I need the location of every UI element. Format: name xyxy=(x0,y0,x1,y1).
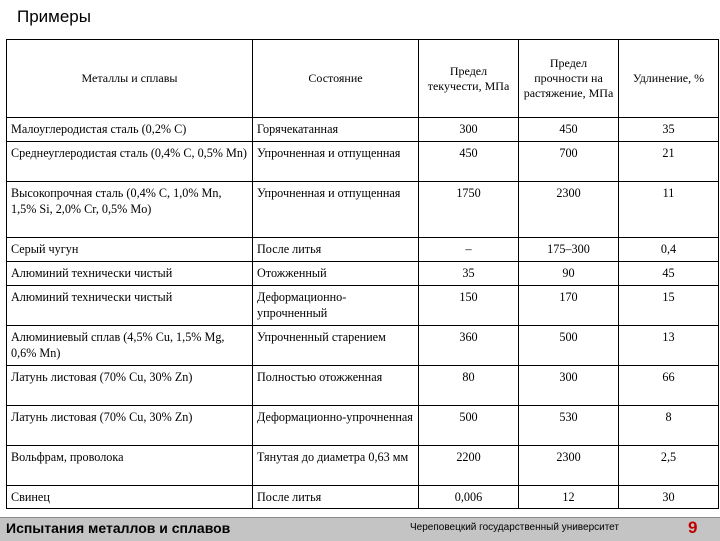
table-row xyxy=(7,286,719,326)
cell-tensile: 300 xyxy=(519,366,619,406)
cell-tensile: 530 xyxy=(519,406,619,446)
cell-state: Отожженный xyxy=(253,262,419,286)
footer-course-title: Испытания металлов и сплавов xyxy=(6,520,231,536)
cell-yield: 450 xyxy=(419,142,519,182)
cell-state: Упрочненный старением xyxy=(253,326,419,366)
cell-elongation: 66 xyxy=(619,366,719,406)
cell-state: Упрочненная и отпущенная xyxy=(253,142,419,182)
cell-material: Высокопрочная сталь (0,4% С, 1,0% Mn, 1,5% Si, 2,0% Cr, 0,5% Mo) xyxy=(7,182,253,238)
cell-yield: 500 xyxy=(419,406,519,446)
header-yield-strength: Предел текучести, МПа xyxy=(419,40,519,118)
cell-elongation: 2,5 xyxy=(619,446,719,486)
cell-material: Латунь листовая (70% Cu, 30% Zn) xyxy=(7,406,253,446)
cell-yield: 0,006 xyxy=(419,486,519,509)
footer-university: Череповецкий государственный университет xyxy=(410,522,619,533)
cell-elongation: 11 xyxy=(619,182,719,238)
cell-material: Среднеуглеродистая сталь (0,4% С, 0,5% Mn) xyxy=(7,142,253,182)
cell-tensile: 175–300 xyxy=(519,238,619,262)
cell-yield: 1750 xyxy=(419,182,519,238)
cell-yield: – xyxy=(419,238,519,262)
cell-tensile: 170 xyxy=(519,286,619,326)
cell-elongation: 0,4 xyxy=(619,238,719,262)
table-header-row xyxy=(7,40,719,118)
cell-elongation: 45 xyxy=(619,262,719,286)
cell-state: Деформационно-упрочненная xyxy=(253,406,419,446)
table-row xyxy=(7,262,719,286)
header-materials: Металлы и сплавы xyxy=(7,40,253,118)
cell-state: Деформационно-упрочненный xyxy=(253,286,419,326)
page-title: Примеры xyxy=(17,7,91,26)
cell-material: Серый чугун xyxy=(7,238,253,262)
table-row xyxy=(7,118,719,142)
cell-material: Свинец xyxy=(7,486,253,509)
table-row xyxy=(7,486,719,509)
cell-material: Латунь листовая (70% Cu, 30% Zn) xyxy=(7,366,253,406)
table-row xyxy=(7,446,719,486)
header-state: Состояние xyxy=(253,40,419,118)
cell-elongation: 35 xyxy=(619,118,719,142)
table-row xyxy=(7,182,719,238)
cell-elongation: 21 xyxy=(619,142,719,182)
cell-elongation: 30 xyxy=(619,486,719,509)
cell-tensile: 12 xyxy=(519,486,619,509)
cell-tensile: 500 xyxy=(519,326,619,366)
cell-yield: 80 xyxy=(419,366,519,406)
cell-yield: 300 xyxy=(419,118,519,142)
cell-yield: 2200 xyxy=(419,446,519,486)
cell-material: Алюминий технически чистый xyxy=(7,262,253,286)
cell-material: Алюминиевый сплав (4,5% Cu, 1,5% Mg, 0,6% Mn) xyxy=(7,326,253,366)
table-row xyxy=(7,142,719,182)
table-row xyxy=(7,238,719,262)
page-number: 9 xyxy=(688,518,698,537)
cell-yield: 150 xyxy=(419,286,519,326)
properties-table xyxy=(6,39,719,509)
cell-tensile: 700 xyxy=(519,142,619,182)
cell-state: После литья xyxy=(253,238,419,262)
cell-material: Вольфрам, проволока xyxy=(7,446,253,486)
cell-yield: 35 xyxy=(419,262,519,286)
cell-state: Тянутая до диаметра 0,63 мм xyxy=(253,446,419,486)
cell-elongation: 8 xyxy=(619,406,719,446)
cell-tensile: 450 xyxy=(519,118,619,142)
cell-elongation: 13 xyxy=(619,326,719,366)
table-row xyxy=(7,366,719,406)
cell-state: Полностью отожженная xyxy=(253,366,419,406)
cell-material: Алюминий технически чистый xyxy=(7,286,253,326)
cell-tensile: 2300 xyxy=(519,182,619,238)
cell-material: Малоуглеродистая сталь (0,2% С) xyxy=(7,118,253,142)
table-row xyxy=(7,406,719,446)
header-tensile-strength: Предел прочности на растяжение, МПа xyxy=(519,40,619,118)
cell-tensile: 2300 xyxy=(519,446,619,486)
cell-tensile: 90 xyxy=(519,262,619,286)
footer-bar xyxy=(0,517,720,541)
header-elongation: Удлинение, % xyxy=(619,40,719,118)
cell-state: После литья xyxy=(253,486,419,509)
cell-state: Упрочненная и отпущенная xyxy=(253,182,419,238)
cell-elongation: 15 xyxy=(619,286,719,326)
cell-state: Горячекатанная xyxy=(253,118,419,142)
table-row xyxy=(7,326,719,366)
cell-yield: 360 xyxy=(419,326,519,366)
